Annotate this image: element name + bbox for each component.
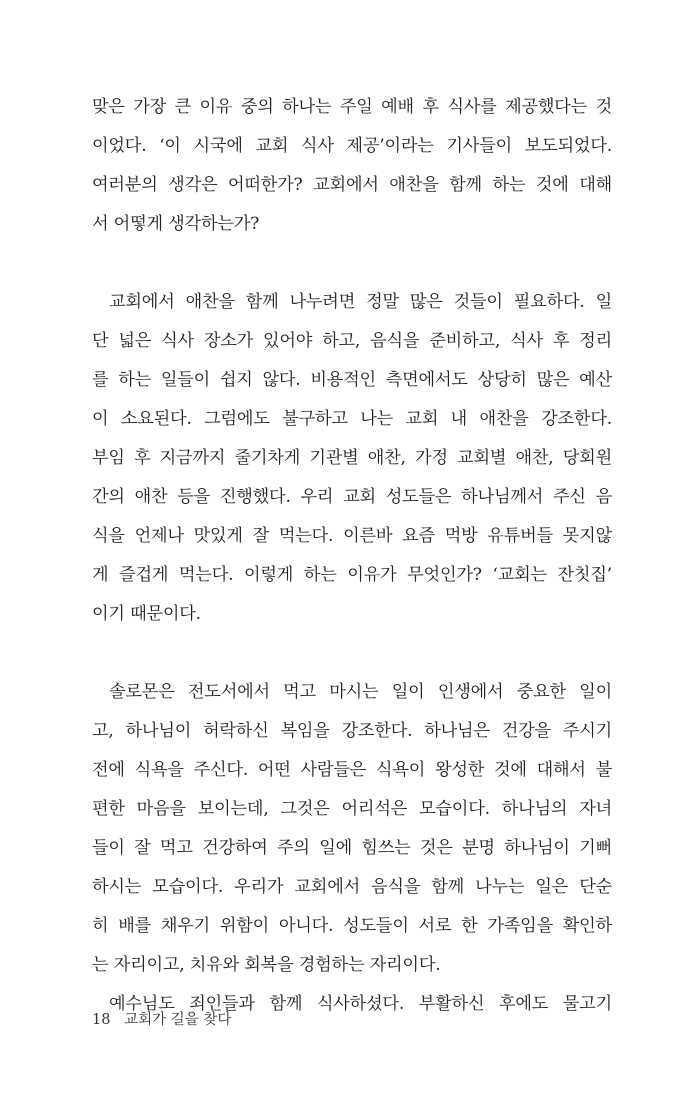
text-line: 히 배를 채우기 위함이 아니다. 성도들이 서로 한 가족임을 확인하 [92, 916, 612, 936]
text-line: 전에 식욕을 주신다. 어떤 사람들은 식욕이 왕성한 것에 대해서 불 [92, 760, 612, 780]
text-line: 솔로몬은 전도서에서 먹고 마시는 일이 인생에서 중요한 일이 [109, 682, 612, 702]
text-line: 예수님도 죄인들과 함께 식사하셨다. 부활하신 후에도 물고기 [109, 994, 612, 1014]
paragraph-gap [92, 244, 612, 283]
running-title: 교회가 길을 찾다 [124, 1012, 232, 1028]
text-line: 맞은 가장 큰 이유 중의 하나는 주일 예배 후 식사를 제공했다는 것 [92, 97, 612, 117]
paragraph-1 [92, 88, 612, 244]
paragraph-2 [92, 283, 612, 634]
paragraph-3 [92, 673, 612, 985]
text-line: 이기 때문이다. [92, 604, 201, 624]
page-number: 18 [92, 1012, 111, 1028]
text-line: 서 어떻게 생각하는가? [92, 214, 260, 234]
text-line: 편한 마음을 보이는데, 그것은 어리석은 모습이다. 하나님의 자녀 [92, 799, 612, 819]
text-line: 고, 하나님이 허락하신 복임을 강조한다. 하나님은 건강을 주시기 [92, 721, 612, 741]
page-footer [92, 1010, 231, 1030]
page-body [92, 88, 612, 1024]
text-line: 식을 언제나 맛있게 잘 먹는다. 이른바 요즘 먹방 유튜버들 못지않 [92, 526, 612, 546]
text-line: 이 소요된다. 그럼에도 불구하고 나는 교회 내 애찬을 강조한다. [92, 409, 612, 429]
text-line: 이었다. ‘이 시국에 교회 식사 제공’이라는 기사들이 보도되었다. [92, 136, 612, 156]
paragraph-gap [92, 634, 612, 673]
text-line: 들이 잘 먹고 건강하여 주의 일에 힘쓰는 것은 분명 하나님이 기뻐 [92, 838, 612, 858]
text-line: 부임 후 지금까지 줄기차게 기관별 애찬, 가정 교회별 애찬, 당회원 [92, 448, 612, 468]
text-line: 를 하는 일들이 쉽지 않다. 비용적인 측면에서도 상당히 많은 예산 [92, 370, 612, 390]
text-line: 게 즐겁게 먹는다. 이렇게 하는 이유가 무엇인가? ‘교회는 잔칫집’ [92, 565, 612, 585]
text-line: 교회에서 애찬을 함께 나누려면 정말 많은 것들이 필요하다. 일 [109, 292, 612, 312]
text-line: 는 자리이고, 치유와 회복을 경험하는 자리이다. [92, 955, 441, 975]
text-line: 하시는 모습이다. 우리가 교회에서 음식을 함께 나누는 일은 단순 [92, 877, 612, 897]
text-line: 간의 애찬 등을 진행했다. 우리 교회 성도들은 하나님께서 주신 음 [92, 487, 612, 507]
text-line: 단 넓은 식사 장소가 있어야 하고, 음식을 준비하고, 식사 후 정리 [92, 331, 612, 351]
text-line: 여러분의 생각은 어떠한가? 교회에서 애찬을 함께 하는 것에 대해 [92, 175, 612, 195]
